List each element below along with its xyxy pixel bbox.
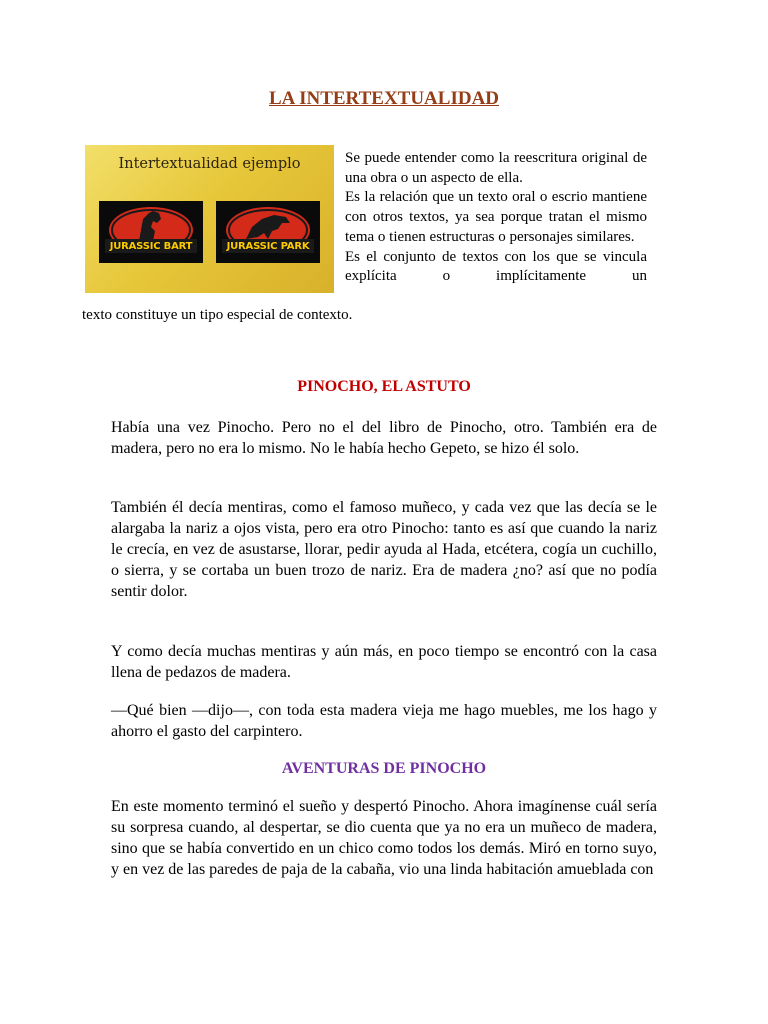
image-caption: Intertextualidad ejemplo	[118, 156, 301, 172]
intertextuality-example-image	[85, 145, 334, 293]
jurassic-bart-text: JURASSIC BART	[109, 241, 193, 252]
intro-line-3: Es el conjunto de textos con los que se vincula explícita o implícitamente un	[345, 248, 647, 285]
jurassic-park-text: JURASSIC PARK	[226, 241, 310, 252]
paragraph: En este momento terminó el sueño y despertó Pinocho. Ahora imagínense cuál sería su sorpresa cuando, al despertar, se dio cuenta que ya no era un muñeco de madera, sino que se había convertido en un chico como todos los demás. Miró en torno suyo, y en vez de las paredes de paja de la cabaña, vio una linda habitación amueblada con	[111, 798, 657, 878]
jurassic-park-logo	[216, 201, 320, 263]
paragraph: Y como decía muchas mentiras y aún más, en poco tiempo se encontró con la casa llena de pedazos de madera.	[111, 643, 657, 681]
paragraph: También él decía mentiras, como el famoso muñeco, y cada vez que las decía se le alargaba la nariz a ojos vista, pero era otro Pinocho: tanto es así que cuando la nariz le crecía, en vez de asustarse, llorar, pedir ayuda al Hada, etcétera, cogía un cuchillo, o sierra, y se cortaba un buen trozo de nariz. Era de madera ¿no? así que no podía sentir dolor.	[111, 499, 657, 600]
paragraph: Había una vez Pinocho. Pero no el del libro de Pinocho, otro. También era de madera, pero no era lo mismo. No le había hecho Gepeto, se hizo él solo.	[111, 419, 657, 457]
document-title: LA INTERTEXTUALIDAD	[268, 88, 500, 109]
paragraph: —Qué bien —dijo—, con toda esta madera vieja me hago muebles, me los hago y ahorro el gasto del carpintero.	[111, 702, 657, 740]
jurassic-bart-logo	[99, 201, 203, 263]
section-heading-pinocho-astuto: PINOCHO, EL ASTUTO	[297, 378, 471, 395]
intro-line-1: Se puede entender como la reescritura original de una obra o un aspecto de ella.	[345, 150, 647, 186]
section-heading-aventuras: AVENTURAS DE PINOCHO	[281, 760, 487, 777]
intro-text	[345, 149, 647, 287]
intro-line-2: Es la relación que un texto oral o escrio mantiene con otros textos, ya sea porque tratan el mismo tema o tienen estructuras o personajes similares.	[345, 189, 647, 245]
intro-line-3-continuation: texto constituye un tipo especial de contexto.	[82, 307, 353, 323]
